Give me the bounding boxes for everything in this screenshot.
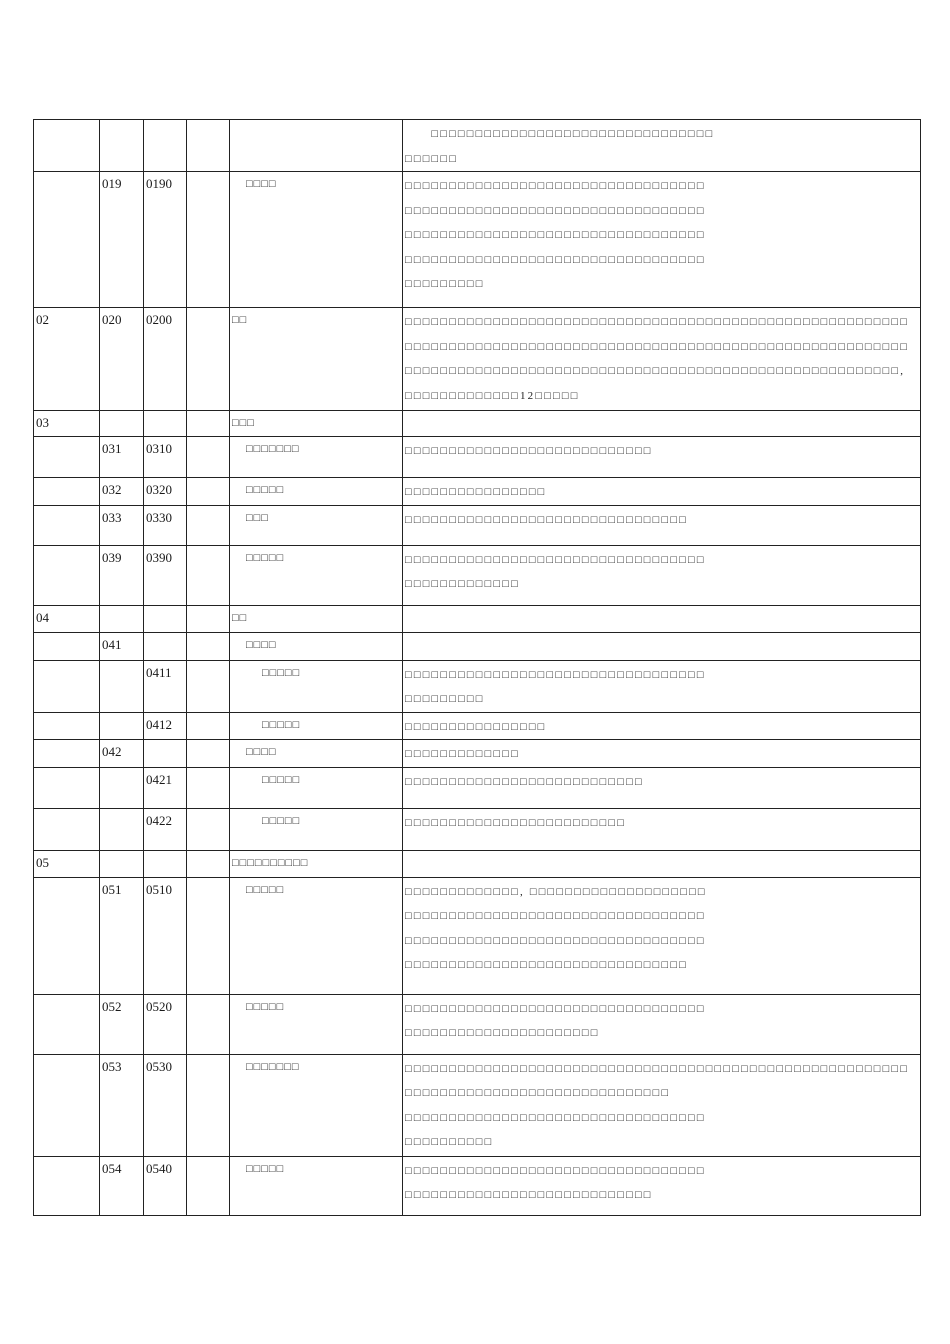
subclass-code-cell [187,877,230,994]
table-row [34,632,921,660]
class-code-cell [144,850,187,877]
category-description-cell [403,605,921,632]
table-row [34,660,921,712]
category-description-cell: □□□□□□□□□□□□□□□□□□□□□□□□□□□□□□□□□□ □□□□□□□□□ [403,660,921,712]
category-name-cell: □□□□□ [230,712,403,740]
group-code-cell: 053 [100,1054,144,1156]
subclass-code-cell [187,411,230,437]
section-code-cell [34,808,100,850]
category-description-cell: □□□□□□□□□□□□□□□□□□□□□□□□□□□□□□□□ [403,505,921,545]
subclass-code-cell [187,505,230,545]
category-description-cell: □□□□□□□□□□□□□□□□□□□□□□□□□□□□□□□□□□ □□□□□□□□□□□□□□□□□□□□□□□□□□□□ [403,1156,921,1215]
table-row [34,437,921,478]
category-description-cell: □□□□□□□□□□□□□□□□ [403,712,921,740]
table-row [34,478,921,506]
category-name-cell: □□□□□ [230,877,403,994]
category-name-cell: □□□ [230,505,403,545]
group-code-cell: 032 [100,478,144,506]
subclass-code-cell [187,632,230,660]
subclass-code-cell [187,767,230,808]
table-row [34,120,921,172]
section-code-cell [34,505,100,545]
class-code-cell: 0421 [144,767,187,808]
table-row [34,505,921,545]
section-code-cell: 03 [34,411,100,437]
group-code-cell: 051 [100,877,144,994]
subclass-code-cell [187,308,230,411]
group-code-cell [100,120,144,172]
class-code-cell [144,740,187,768]
subclass-code-cell [187,712,230,740]
category-description-cell: □□□□□□□□□□□□□□□□□□□□□□□□□ [403,808,921,850]
category-name-cell: □□□□□ [230,478,403,506]
class-code-cell: 0390 [144,545,187,605]
class-code-cell: 0190 [144,172,187,308]
class-code-cell: 0412 [144,712,187,740]
group-code-cell [100,808,144,850]
class-code-cell [144,605,187,632]
table-body [34,120,921,1216]
subclass-code-cell [187,740,230,768]
section-code-cell [34,712,100,740]
category-description-cell: □□□□□□□□□□□□□□□□□□□□□□□□□□□□□□□□□□□□□□□□□□□□□□□□□□□□□□□□□□□□□□□□□□□□□□□□□□□□□□□□□□□□□□□□□□□□□□□□□□□□□□□□□□□□□□□□□□□□□□□□□□□□□□□□□□□□□□□□□□□□□□□□□□□□□□□□□□□□□□□□□□□□□□□□□□, □□□□□□□□□□□□□12□□□□□ [403,308,921,411]
category-name-cell: □□□□ [230,632,403,660]
table-row [34,808,921,850]
group-code-cell: 033 [100,505,144,545]
table-row [34,877,921,994]
class-code-cell: 0422 [144,808,187,850]
table-row [34,850,921,877]
group-code-cell: 041 [100,632,144,660]
category-description-cell: □□□□□□□□□□□□□ [403,740,921,768]
section-code-cell [34,660,100,712]
category-name-cell: □□□□□ [230,660,403,712]
group-code-cell [100,605,144,632]
category-description-cell: □□□□□□□□□□□□□□□□ [403,478,921,506]
category-description-cell: □□□□□□□□□□□□□□□□□□□□□□□□□□□□ [403,437,921,478]
table-row [34,605,921,632]
classification-table [33,119,921,1216]
category-name-cell: □□□□□□□□□□ [230,850,403,877]
category-name-cell: □□□□□ [230,545,403,605]
class-code-cell [144,120,187,172]
category-name-cell: □□ [230,605,403,632]
group-code-cell: 054 [100,1156,144,1215]
class-code-cell: 0411 [144,660,187,712]
section-code-cell: 04 [34,605,100,632]
category-name-cell: □□□□□ [230,767,403,808]
class-code-cell: 0530 [144,1054,187,1156]
table-row [34,1156,921,1215]
category-name-cell: □□□ [230,411,403,437]
table-row [34,172,921,308]
category-description-cell [403,411,921,437]
section-code-cell [34,767,100,808]
group-code-cell [100,712,144,740]
subclass-code-cell [187,994,230,1054]
subclass-code-cell [187,545,230,605]
category-name-cell [230,120,403,172]
table-row [34,994,921,1054]
section-code-cell [34,120,100,172]
category-name-cell: □□□□□ [230,994,403,1054]
class-code-cell: 0320 [144,478,187,506]
subclass-code-cell [187,660,230,712]
subclass-code-cell [187,478,230,506]
table-row [34,545,921,605]
section-code-cell [34,437,100,478]
section-code-cell [34,545,100,605]
table-row [34,411,921,437]
category-name-cell: □□□□ [230,172,403,308]
group-code-cell: 052 [100,994,144,1054]
category-name-cell: □□□□□□□ [230,437,403,478]
category-description-cell [403,632,921,660]
category-description-cell: □□□□□□□□□□□□□□□□□□□□□□□□□□□□□□□□□□ □□□□□□□□□□□□□□□□□□□□□□□□□□□□□□□□□□ □□□□□□□□□□□□□□□□□□□□□□□□□□□□□□□□□□ □□□□□□□□□□□□□□□□□□□□□□□□□□□□□□□□□□ □□□□□□□□□ [403,172,921,308]
category-description-cell: □□□□□□□□□□□□□, □□□□□□□□□□□□□□□□□□□□ □□□□□□□□□□□□□□□□□□□□□□□□□□□□□□□□□□ □□□□□□□□□□□□□□□□□□□□□□□□□□□□□□□□□□ □□□□□□□□□□□□□□□□□□□□□□□□□□□□□□□□ [403,877,921,994]
class-code-cell [144,632,187,660]
class-code-cell: 0310 [144,437,187,478]
subclass-code-cell [187,850,230,877]
group-code-cell [100,660,144,712]
subclass-code-cell [187,172,230,308]
group-code-cell [100,411,144,437]
table-row [34,308,921,411]
table-row [34,740,921,768]
group-code-cell: 031 [100,437,144,478]
class-code-cell: 0330 [144,505,187,545]
subclass-code-cell [187,808,230,850]
section-code-cell [34,1054,100,1156]
section-code-cell [34,877,100,994]
class-code-cell [144,411,187,437]
category-name-cell: □□□□□ [230,808,403,850]
section-code-cell [34,740,100,768]
table-row [34,712,921,740]
category-description-cell: □□□□□□□□□□□□□□□□□□□□□□□□□□□□□□□□□□□□□□□□□□□□□□□□□□□□□□□□□□□□□□□□□□□□□□□□□□□□□□□□□□□□□□□ □□□□□□□□□□□□□□□□□□□□□□□□□□□□□□□□□□ □□□□□□□□□□ [403,1054,921,1156]
subclass-code-cell [187,1156,230,1215]
category-name-cell: □□□□□□□ [230,1054,403,1156]
subclass-code-cell [187,605,230,632]
class-code-cell: 0540 [144,1156,187,1215]
section-code-cell [34,632,100,660]
category-name-cell: □□□□ [230,740,403,768]
group-code-cell [100,767,144,808]
subclass-code-cell [187,120,230,172]
subclass-code-cell [187,1054,230,1156]
group-code-cell: 039 [100,545,144,605]
section-code-cell [34,994,100,1054]
subclass-code-cell [187,437,230,478]
category-description-cell: □□□□□□□□□□□□□□□□□□□□□□□□□□□□□□□□ □□□□□□ [403,120,921,172]
section-code-cell [34,1156,100,1215]
category-description-cell: □□□□□□□□□□□□□□□□□□□□□□□□□□□□□□□□□□ □□□□□□□□□□□□□ [403,545,921,605]
category-description-cell [403,850,921,877]
section-code-cell: 02 [34,308,100,411]
group-code-cell: 042 [100,740,144,768]
section-code-cell [34,478,100,506]
class-code-cell: 0200 [144,308,187,411]
section-code-cell: 05 [34,850,100,877]
class-code-cell: 0510 [144,877,187,994]
category-name-cell: □□□□□ [230,1156,403,1215]
class-code-cell: 0520 [144,994,187,1054]
table-row [34,1054,921,1156]
category-description-cell: □□□□□□□□□□□□□□□□□□□□□□□□□□□ [403,767,921,808]
table-row [34,767,921,808]
category-name-cell: □□ [230,308,403,411]
group-code-cell: 019 [100,172,144,308]
group-code-cell: 020 [100,308,144,411]
group-code-cell [100,850,144,877]
section-code-cell [34,172,100,308]
category-description-cell: □□□□□□□□□□□□□□□□□□□□□□□□□□□□□□□□□□ □□□□□□□□□□□□□□□□□□□□□□ [403,994,921,1054]
